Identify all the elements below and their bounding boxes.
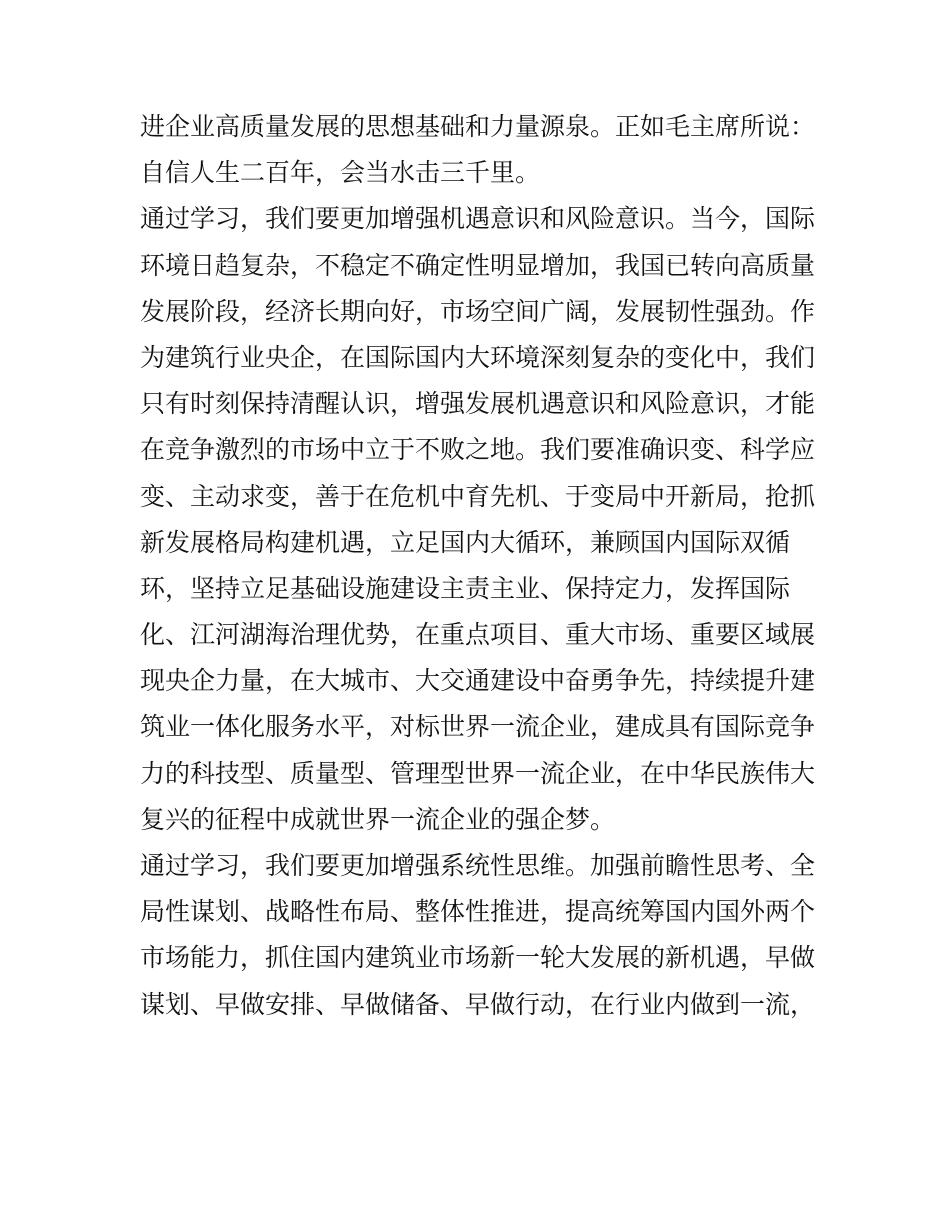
text-line: 发展阶段，经济长期向好，市场空间广阔，发展韧性强劲。作 — [140, 296, 816, 326]
text-line: 局性谋划、战略性布局、整体性推进，提高统筹国内国外两个 — [140, 897, 816, 927]
text-line: 通过学习，我们要更加增强系统性思维。加强前瞻性思考、全 — [140, 851, 816, 880]
text-line: 在竞争激烈的市场中立于不败之地。我们要准确识变、科学应 — [140, 435, 816, 465]
text-line: 为建筑行业央企，在国际国内大环境深刻复杂的变化中，我们 — [140, 342, 816, 372]
text-line: 力的科技型、质量型、管理型世界一流企业，在中华民族伟大 — [140, 758, 816, 788]
text-line: 自信人生二百年，会当水击三千里。 — [140, 158, 541, 188]
text-line: 复兴的征程中成就世界一流企业的强企梦。 — [140, 804, 616, 834]
text-line: 只有时刻保持清醒认识，增强发展机遇意识和风险意识，才能 — [140, 389, 816, 419]
text-line: 谋划、早做安排、早做储备、早做行动，在行业内做到一流， — [140, 989, 816, 1019]
text-line: 筑业一体化服务水平，对标世界一流企业，建成具有国际竞争 — [140, 712, 816, 742]
text-line: 环，坚持立足基础设施建设主责主业、保持定力，发挥国际 — [140, 573, 791, 603]
text-line: 进企业高质量发展的思想基础和力量源泉。正如毛主席所说： — [140, 112, 816, 141]
body-text — [140, 104, 820, 1028]
text-line: 通过学习，我们要更加增强机遇意识和风险意识。当今，国际 — [140, 204, 816, 234]
text-line: 现央企力量，在大城市、大交通建设中奋勇争先，持续提升建 — [140, 666, 816, 696]
text-line: 变、主动求变，善于在危机中育先机、于变局中开新局，抢抓 — [140, 481, 816, 511]
text-line: 环境日趋复杂，不稳定不确定性明显增加，我国已转向高质量 — [140, 250, 816, 280]
text-line: 市场能力，抓住国内建筑业市场新一轮大发展的新机遇，早做 — [140, 943, 816, 973]
text-line: 新发展格局构建机遇，立足国内大循环，兼顾国内国际双循 — [140, 527, 791, 557]
text-line: 化、江河湖海治理优势，在重点项目、重大市场、重要区域展 — [140, 620, 816, 650]
